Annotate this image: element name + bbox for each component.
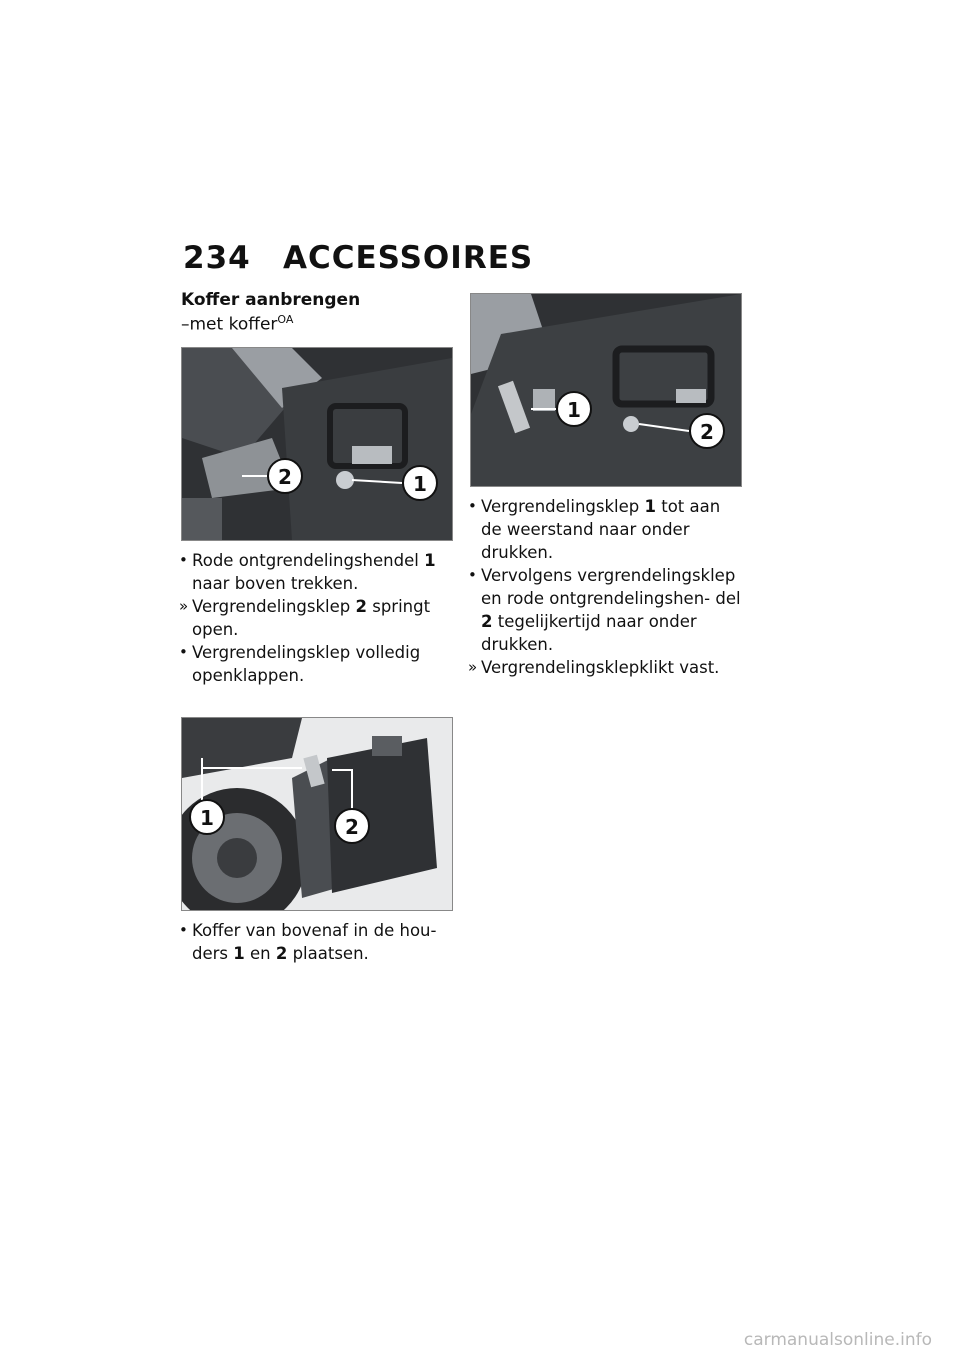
list-item: • Rode ontgrendelingshendel 1 naar boven trekken. (179, 550, 436, 593)
callout-2: 2 (700, 420, 714, 444)
latch-close-illustration (471, 294, 741, 486)
steps-close-latch (470, 495, 742, 679)
section-title: ACCESSOIRES (283, 240, 534, 276)
right-column (470, 293, 742, 679)
steps-place-case (181, 919, 453, 965)
callout-2: 2 (278, 464, 292, 489)
subtitle-text: –met koffer (181, 314, 278, 335)
steps-open-latch (181, 549, 453, 687)
left-column (181, 290, 453, 965)
case-mounting-illustration (182, 718, 452, 910)
page-header (183, 240, 533, 276)
callout-1: 1 (567, 398, 581, 422)
optional-accessory-mark: OA (277, 313, 294, 326)
list-item: • Vervolgens vergrendelingsklep en rode ontgrendelingshen- del 2 tegelijkertijd naar onder drukken. (468, 566, 741, 654)
list-item: • Koffer van bovenaf in de hou- ders 1 en 2 plaatsen. (179, 920, 437, 963)
list-item: » Vergrendelingsklep 2 springt open. (179, 596, 431, 639)
list-item: • Vergrendelingsklep 1 tot aan de weerstand naar onder drukken. (468, 497, 721, 562)
page-number: 234 (183, 240, 251, 276)
watermark: carmanualsonline.info (743, 1330, 932, 1350)
photo-case-latch-open (181, 347, 453, 541)
callout-1: 1 (413, 471, 427, 496)
list-item: » Vergrendelingsklepklikt vast. (468, 658, 720, 677)
procedure-title: Koffer aanbrengen (181, 290, 361, 310)
case-latch-illustration (182, 348, 452, 540)
callout-1: 1 (200, 805, 214, 830)
callout-2: 2 (345, 814, 359, 839)
procedure-subtitle (181, 313, 453, 335)
list-item: • Vergrendelingsklep volledig openklappen. (179, 642, 421, 685)
photo-latch-close (470, 293, 742, 487)
photo-case-on-bike (181, 717, 453, 911)
